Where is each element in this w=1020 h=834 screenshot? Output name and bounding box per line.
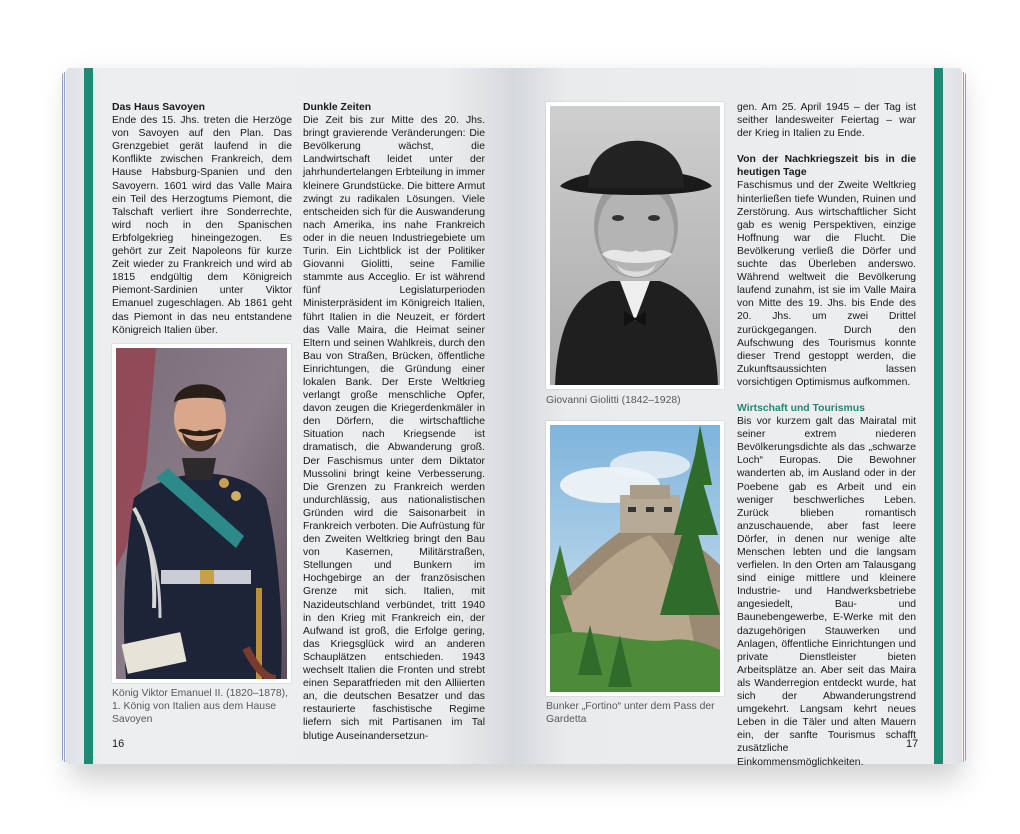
text-dunkle-zeiten: Die Zeit bis zur Mitte des 20. Jhs. bringt gravierende Veränderungen: Die Bevölkerung wächst, die Landwirtschaft leidet unter der jahrhundertelangen Erbteilung in immer kleinere Grundstücke. Die bittere Armut zwingt zu radikalen Lösungen. Viele entscheiden sich für die Auswanderung nach Amerika, ins nahe Frankreich oder in die neuen Industriegebiete um Turin. Ein Lichtblick ist der Politiker Giovanni Giolitti, seine Familie stammte aus Acceglio. Er ist während fünf Legislaturperioden Ministerpräsident im Königreich Italien, führt Italien in die Neuzeit, er fördert das Valle Maira, die Heimat seiner Eltern und seinen Wahlkreis, durch den Bau von Straßen, Brücken, öffentliche Einrichtungen, die Gründung einer lokalen Bank. Der Erste Weltkrieg verlangt große menschliche Opfer, davon zeugen die Kriegerdenkmäler in den Dörfern, die wirtschaftliche Situation nach Kriegsende ist dramatisch, die Abwanderung groß. Der Faschismus unter dem Diktator Mussolini bringt keine Verbesserung. Die Grenzen zu Frankreich werden undurchlässig, aus nationalistischen Gründen wird die Saisonarbeit in Frankreich verboten. Die Aufrüstung für den Zweiten Weltkrieg bringt den Bau von Kasernen, Militärstraßen, Stellungen und Bunkern im Hochgebirge an der französischen Grenze mit sich. Italien, mit Nazideutschland verbündet, tritt 1940 in den Krieg mit Frankreich ein, der Aufwand ist groß, die Erfolge gering, das Kriegsglück wird an anderen Schauplätzen entschieden. 1943 wechselt Italien die Fronten und strebt einen Separatfrieden mit den Alliierten an, die deutschen Besatzer und das restaurierte faschistische Regime liefern sich mit Partisanen im Tal blutige Auseinandersetzun- (303, 115, 485, 742)
caption-bunker: Bunker „Fortino“ unter dem Pass der Gardetta (546, 701, 715, 726)
section-dunkle-zeiten (303, 101, 485, 743)
section-haus-savoyen (112, 101, 292, 337)
text-nachkriegszeit: Faschismus und der Zweite Weltkrieg hinterließen tiefe Wunden, Ruinen und Zerstörung. Aus wirtschaftlicher Sicht gab es wenig Perspektiven, einzige Hoffnung war die Flucht. Die Bevölkerung verließ die Dörfer und suchte das Überleben anderswo. Während weltweit die Bevölkerung laufend zunahm, ist sie im Valle Maira von Mitte des 19. Jhs. bis Ende des 20. Jhs. um zwei Drittel zurückgegangen. Durch den Aufschwung des Tourismus konnte dieser Trend gestoppt werden, die Zukunftsaussichten lassen vorsichtigen Optimismus aufkommen. (737, 180, 916, 388)
text-wirtschaft-tourismus: Bis vor kurzem galt das Mairatal mit seiner extrem niederen Bevölkerungsdichte als das „schwarze Loch“ Europas. Die Bewohner wanderten ab, im Ausland oder in der Poebene gab es Arbeit und ein weniger beschwerliches Leben. Zurück blieben romantisch anzuschauende, aber fast leere Dörfer, in denen nur wenige alte Menschen lebten und die langsam verfielen. In den Orten am Talausgang sind einige mittlere und kleinere Industrie- und Handwerksbetriebe angesiedelt, Bau- und Baunebengewerbe, E-Werke mit den dazugehörigen Stauwerken und Anlagen, öffentliche Einrichtungen und private Dienstleister bieten Arbeitsplätze an. Aber seit das Maira als Wanderregion entdeckt wurde, hat sich der Abwanderungstrend umgekehrt. Langsam kehrt neues Leben in die Täler und alten Mauern ein, der sanfte Tourismus schafft zusätzliche Einkommensmöglichkeiten. (737, 416, 916, 768)
photo-bunker-fortino (546, 421, 724, 696)
photo-bunker-fortino-image (550, 425, 720, 692)
portrait-viktor-emanuel-image (116, 348, 287, 679)
text-haus-savoyen: Ende des 15. Jhs. treten die Herzöge von Savoyen auf den Plan. Das Grenzgebiet gerät laufend in die Konflikte zwischen Frankreich, dem Hause Habsburg-Spanien und den Savoyern. 1601 wird das Valle Maira ein Teil des Herzogtums Piemont, die Talschaft verliert ihre Sonderrechte, wird noch in den Spanischen Erbfolgekrieg hineingezogen. Es gehört zur Zeit Napoleons für kurze Zeit wieder zu Frankreich und wird ab 1815 endgültig dem Königreich Piemont-Sardinien unter Viktor Emanuel zugeschlagen. Ab 1861 geht das Piemont in das neu entstandene Königreich Italien über. (112, 115, 292, 336)
left-accent-stripe (84, 68, 93, 764)
heading-nachkriegszeit: Von der Nachkriegszeit bis in die heutigen Tage (737, 154, 916, 179)
right-accent-stripe (934, 68, 943, 764)
heading-haus-savoyen: Das Haus Savoyen (112, 102, 205, 113)
heading-wirtschaft-tourismus: Wirtschaft und Tourismus (737, 402, 865, 414)
giolitti-photo-illustration (550, 106, 720, 385)
right-text-column (737, 101, 919, 769)
portrait-giolitti-image (550, 106, 720, 385)
portrait-viktor-emanuel (112, 344, 291, 683)
caption-giolitti: Giovanni Giolitti (1842–1928) (546, 395, 681, 406)
bunker-landscape-illustration (550, 425, 720, 692)
page-number-left: 16 (112, 738, 125, 750)
page-number-right: 17 (906, 738, 919, 750)
caption-viktor-emanuel: König Viktor Emanuel II. (1820–1878), 1. König von Italien aus dem Hause Savoyen (112, 688, 288, 726)
king-portrait-illustration (116, 348, 287, 679)
portrait-giolitti (546, 102, 724, 389)
heading-dunkle-zeiten: Dunkle Zeiten (303, 102, 372, 113)
text-continuation: gen. Am 25. April 1945 – der Tag ist seither landesweiter Feiertag – war der Krieg in Italien zu Ende. (737, 102, 916, 140)
